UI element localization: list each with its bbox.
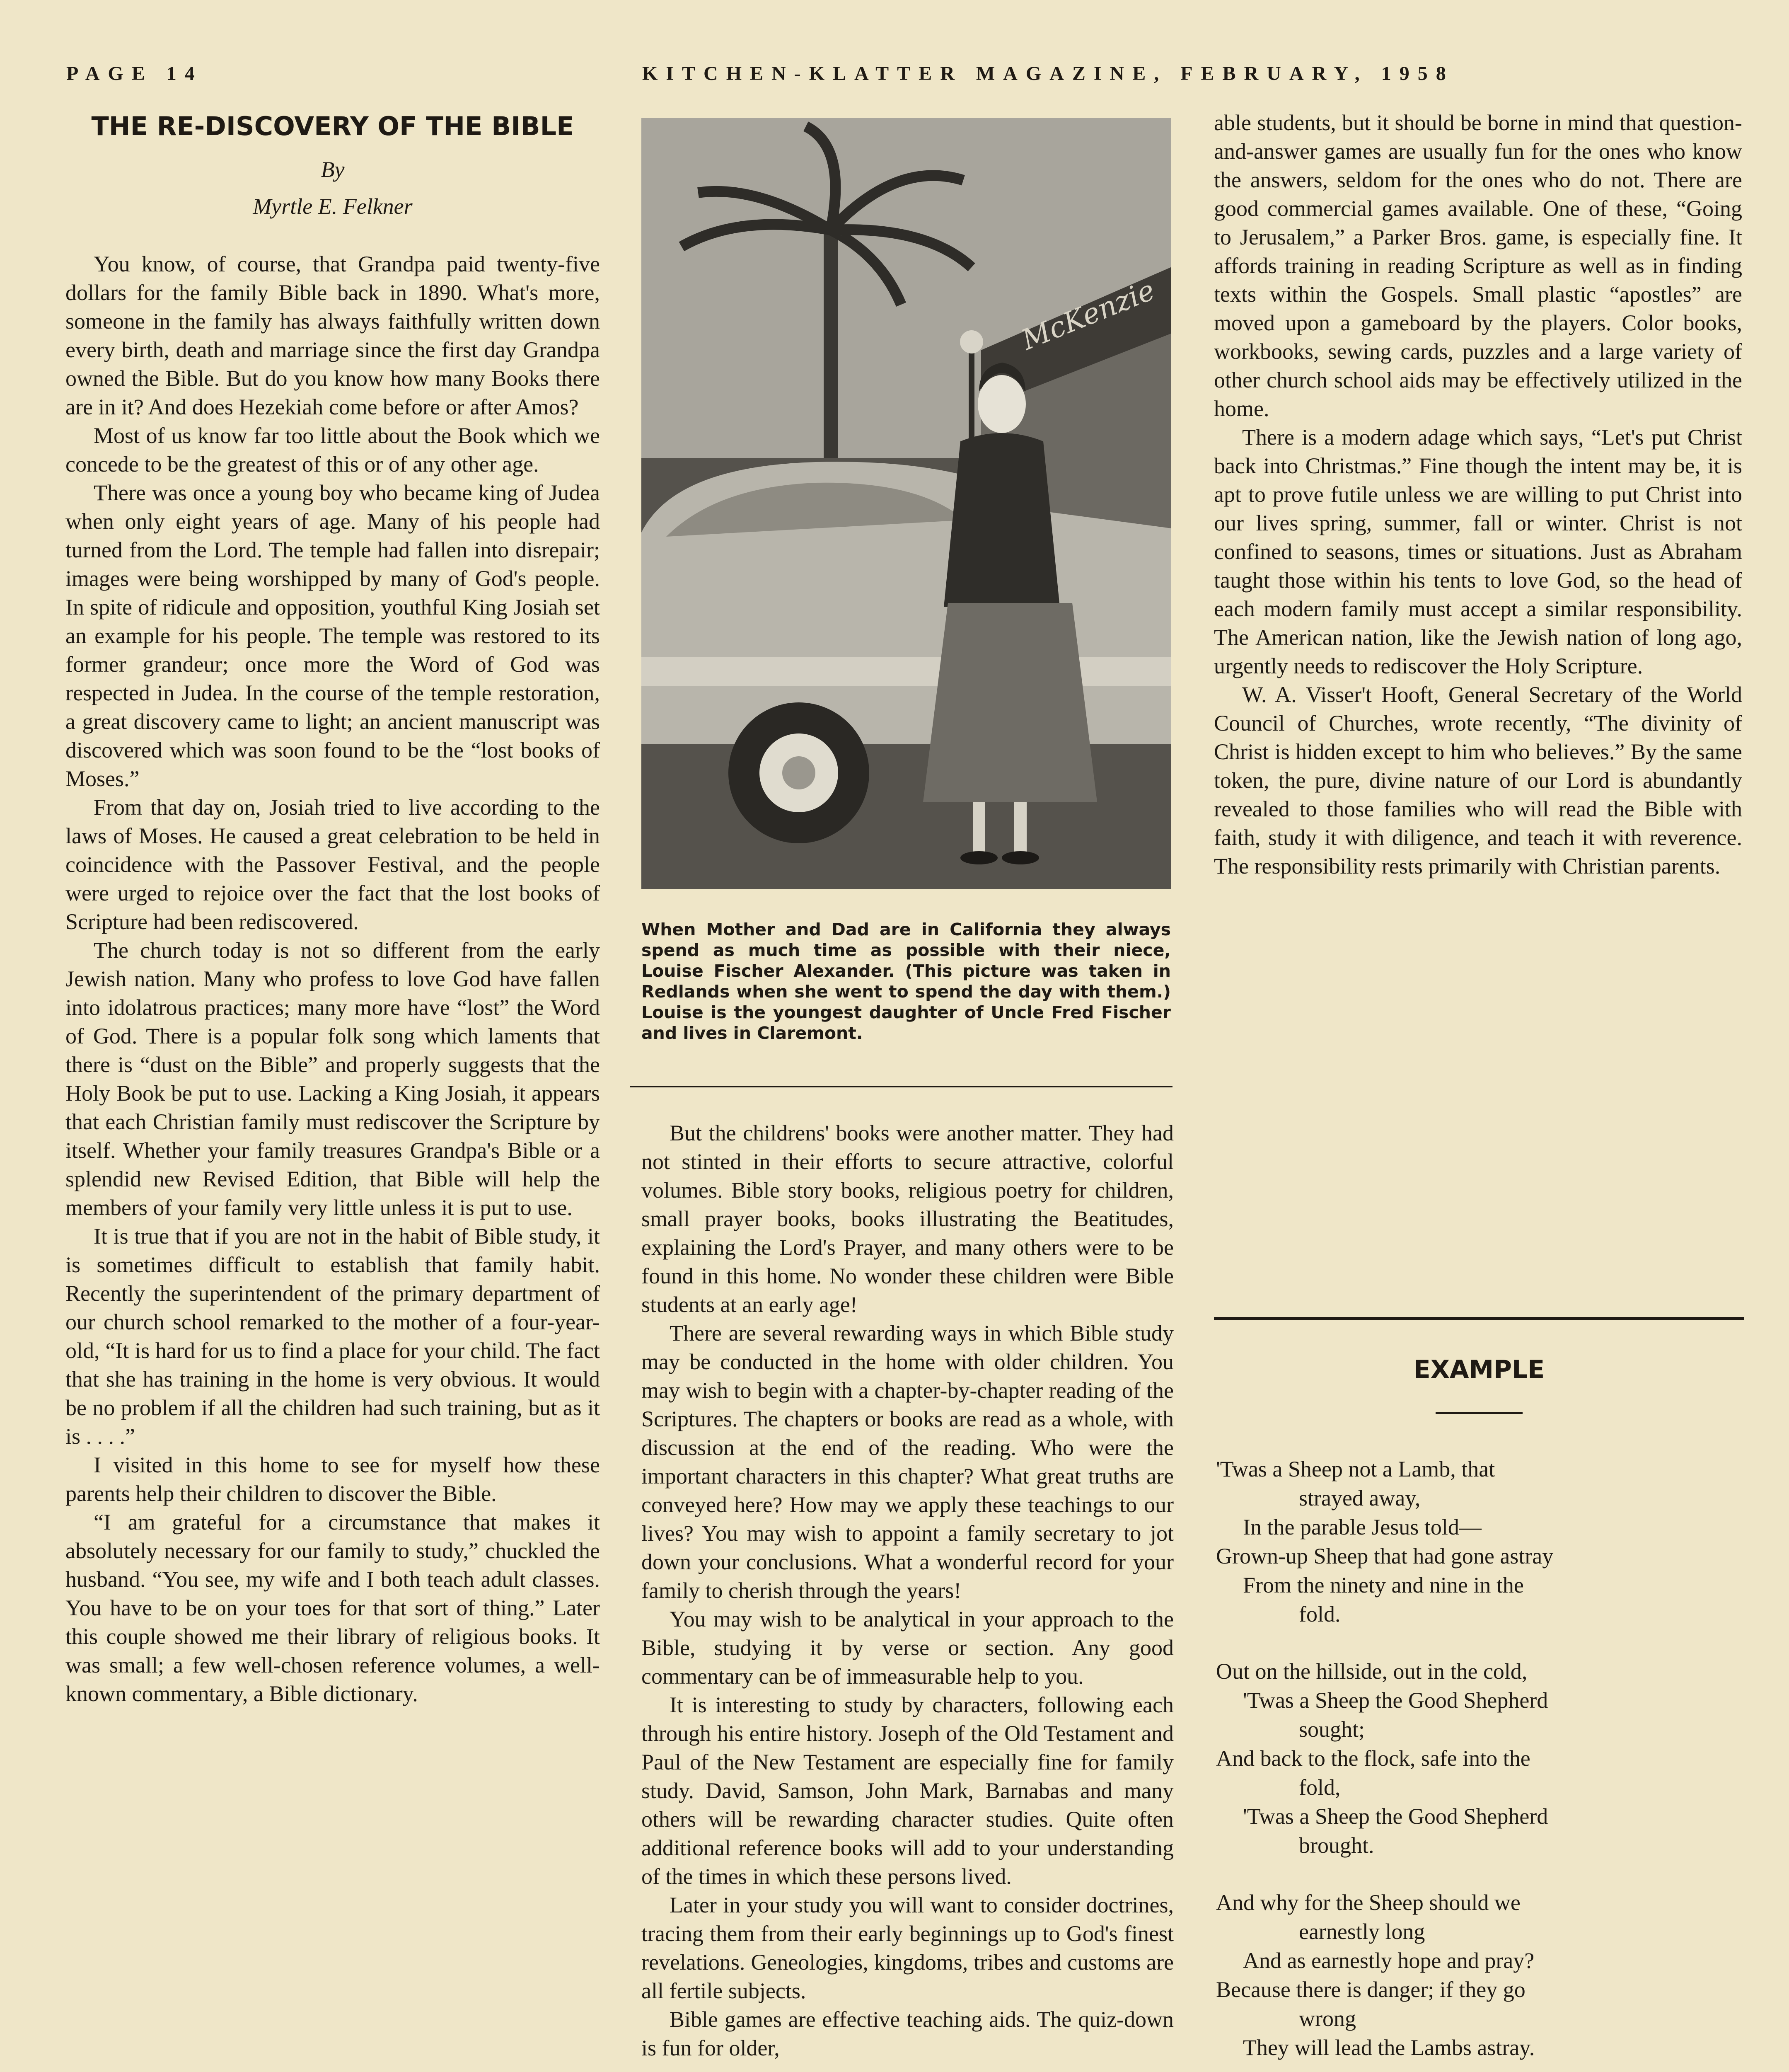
section-divider: [1214, 1317, 1744, 1320]
byline-by: By: [321, 157, 345, 182]
poem-line: And as earnestly hope and pray?: [1243, 1948, 1535, 1973]
paragraph: Bible games are effective teaching aids. The quiz-down is fun for older,: [641, 2007, 1174, 2060]
paragraph: I visited in this home to see for myself how these parents help their children to discover the Bible.: [65, 1452, 600, 1506]
poem-line: Because there is danger; if they go: [1216, 1977, 1525, 2002]
byline-author: Myrtle E. Felkner: [253, 194, 413, 219]
poem-line: brought.: [1299, 1833, 1374, 1858]
poem-line: wrong: [1299, 2006, 1356, 2031]
poem-line: strayed away,: [1299, 1486, 1421, 1510]
store-sign: McKenzie: [1017, 274, 1160, 357]
article-photo: [641, 118, 1171, 889]
poem-line: 'Twas a Sheep not a Lamb, that: [1216, 1457, 1495, 1481]
poem-line: fold,: [1299, 1775, 1341, 1800]
paragraph: “I am grateful for a circumstance that makes it absolutely necessary for our family to study,” chuckled the husband. “You see, my wife and I both teach adult classes. You have to be on your toes for that sort of thing.” Later this couple showed me their library of religious books. It was small; a few well-chosen reference volumes, a well-known commentary, a Bible dictionary.: [65, 1510, 600, 1706]
paragraph: But the childrens' books were another matter. They had not stinted in their efforts to secure attractive, colorful volumes. Bible story books, religious poetry for children, small prayer books, books illustrating the Beatitudes, explaining the Lord's Prayer, and many others were to be found in this home. No wonder these children were Bible students at an early age!: [641, 1121, 1174, 1317]
paragraph: able students, but it should be borne in mind that question-and-answer games are usually fun for the ones who know the answers, seldom for the ones who do not. There are good commercial games available. One of these, “Going to Jerusalem,” a Parker Bros. game, is especially fine. It affords training in reading Scripture as well as in finding texts within the Gospels. Small plastic “apostles” are moved upon a gameboard by the players. Color books, workbooks, sewing cards, puzzles and a large variety of other church school aids may be effectively utilized in the home.: [1214, 110, 1742, 421]
page-number: PAGE 14: [66, 63, 203, 85]
paragraph: Later in your study you will want to consider doctrines, tracing them from their early beginnings up to God's finest revelations. Geneologies, kingdoms, tribes and customs are all fertile subjects.: [641, 1893, 1174, 2003]
photo-illustration: [641, 118, 1171, 889]
article-column-3: [1214, 109, 1742, 881]
magazine-header: KITCHEN-KLATTER MAGAZINE, FEBRUARY, 1958: [642, 63, 1454, 85]
paragraph: There was once a young boy who became king of Judea when only eight years of age. Many of his people had turned from the Lord. The temple had fallen into disrepair; images were being worshipped by many of God's people. In spite of ridicule and opposition, youthful King Josiah set an example for his people. The temple was restored to its former grandeur; once more the Word of God was respected in Judea. In the course of the temple restoration, a great discovery came to light; an ancient manuscript was discovered which was soon found to be the “lost books of Moses.”: [65, 480, 600, 791]
paragraph: There is a modern adage which says, “Let's put Christ back into Christmas.” Fine though the intent may be, it is apt to prove futile unless we are willing to put Christ into our lives spring, summer, fall or winter. Christ is not confined to seasons, times or situations. Just as Abraham taught those within his tents to love God, so the head of each modern family must accept a similar responsibility. The American nation, like the Jewish nation of long ago, urgently needs to rediscover the Holy Scripture.: [1214, 425, 1742, 678]
article-column-2: [641, 1119, 1174, 2062]
paragraph: The church today is not so different from the early Jewish nation. Many who profess to love God have fallen into idolatrous practices; many more have “lost” the Word of God. There is a popular folk song which laments that there is “dust on the Bible” and properly suggests that the Holy Book be put to use. Lacking a King Josiah, it appears that each Christian family must rediscover the Scripture by itself. Whether your family treasures Grandpa's Bible or a splendid new Revised Edition, that Bible will help the members of your family very little unless it is put to use.: [65, 938, 600, 1220]
paragraph: You know, of course, that Grandpa paid twenty-five dollars for the family Bible back in 1890. What's more, someone in the family has always faithfully written down every birth, death and marriage since the first day Grandpa owned the Bible. But do you know how many Books there are in it? And does Hezekiah come before or after Amos?: [65, 252, 600, 419]
poem-title: EXAMPLE: [1413, 1355, 1545, 1384]
poem-title-underline: [1436, 1412, 1523, 1414]
paragraph: It is interesting to study by characters, following each through his entire history. Joseph of the Old Testament and Paul of the New Testament are especially fine for family study. David, Samson, John Mark, Barnabas and many others will be rewarding character studies. Quite often additional reference books will add to your understanding of the times in which these persons lived.: [641, 1692, 1174, 1889]
poem-line: And why for the Sheep should we: [1216, 1890, 1521, 1915]
caption-divider: [630, 1086, 1173, 1087]
poem: [1216, 1455, 1750, 2072]
article-column-1: [65, 110, 600, 1708]
paragraph: Most of us know far too little about the Book which we concede to be the greatest of this or of any other age.: [65, 423, 600, 477]
poem-line: And back to the flock, safe into the: [1216, 1746, 1530, 1771]
paragraph: W. A. Visser't Hooft, General Secretary of the World Council of Churches, wrote recently, “The divinity of Christ is hidden except to him who believes.” By the same token, the pure, divine nature of our Lord is abundantly revealed to those families who will read the Bible with faith, study it with diligence, and teach it with reverence. The responsibility rests primarily with Christian parents.: [1214, 682, 1742, 879]
article-title: THE RE-DISCOVERY OF THE BIBLE: [91, 111, 574, 141]
poem-line: In the parable Jesus told—: [1243, 1515, 1482, 1539]
paragraph: It is true that if you are not in the habit of Bible study, it is sometimes difficult to establish that family habit. Recently the superintendent of the primary department of our church school remarked to the mother of a four-year-old, “It is hard for us to find a place for your child. The fact that she has training in the home is very obvious. It would be no problem if all the children had such training, but as it is . . . .”: [65, 1224, 600, 1449]
poem-line: From the ninety and nine in the: [1243, 1573, 1524, 1598]
paragraph: There are several rewarding ways in which Bible study may be conducted in the home with older children. You may wish to begin with a chapter-by-chapter reading of the Scriptures. The chapters or books are read as a whole, with discussion at the end of the reading. Who were the important characters in this chapter? What great truths are conveyed here? How may we apply these teachings to our lives? You may wish to appoint a family secretary to jot down your conclusions. What a wonderful record for your family to cherish through the years!: [641, 1321, 1174, 1603]
poem-line: They will lead the Lambs astray.: [1243, 2035, 1535, 2060]
poem-line: fold.: [1299, 1602, 1341, 1627]
poem-line: 'Twas a Sheep the Good Shepherd: [1243, 1804, 1548, 1829]
poem-line: Grown-up Sheep that had gone astray: [1216, 1544, 1554, 1569]
photo-caption: When Mother and Dad are in California they always spend as much time as possible with their niece, Louise Fischer Alexander. (This picture was taken in Redlands when she went to spend the day with them.) Louise is the youngest daughter of Uncle Fred Fischer and lives in Claremont.: [641, 920, 1171, 1043]
paragraph: From that day on, Josiah tried to live according to the laws of Moses. He caused a great celebration to be held in coincidence with the Passover Festival, and the people were urged to rejoice over the fact that the lost books of Scripture had been rediscovered.: [65, 795, 600, 934]
poem-line: Out on the hillside, out in the cold,: [1216, 1659, 1528, 1684]
poem-line: 'Twas a Sheep the Good Shepherd: [1243, 1688, 1548, 1713]
poem-line: earnestly long: [1299, 1919, 1425, 1944]
poem-line: sought;: [1299, 1717, 1365, 1742]
paragraph: You may wish to be analytical in your approach to the Bible, studying it by verse or section. Any good commentary can be of immeasurable help to you.: [641, 1607, 1174, 1689]
